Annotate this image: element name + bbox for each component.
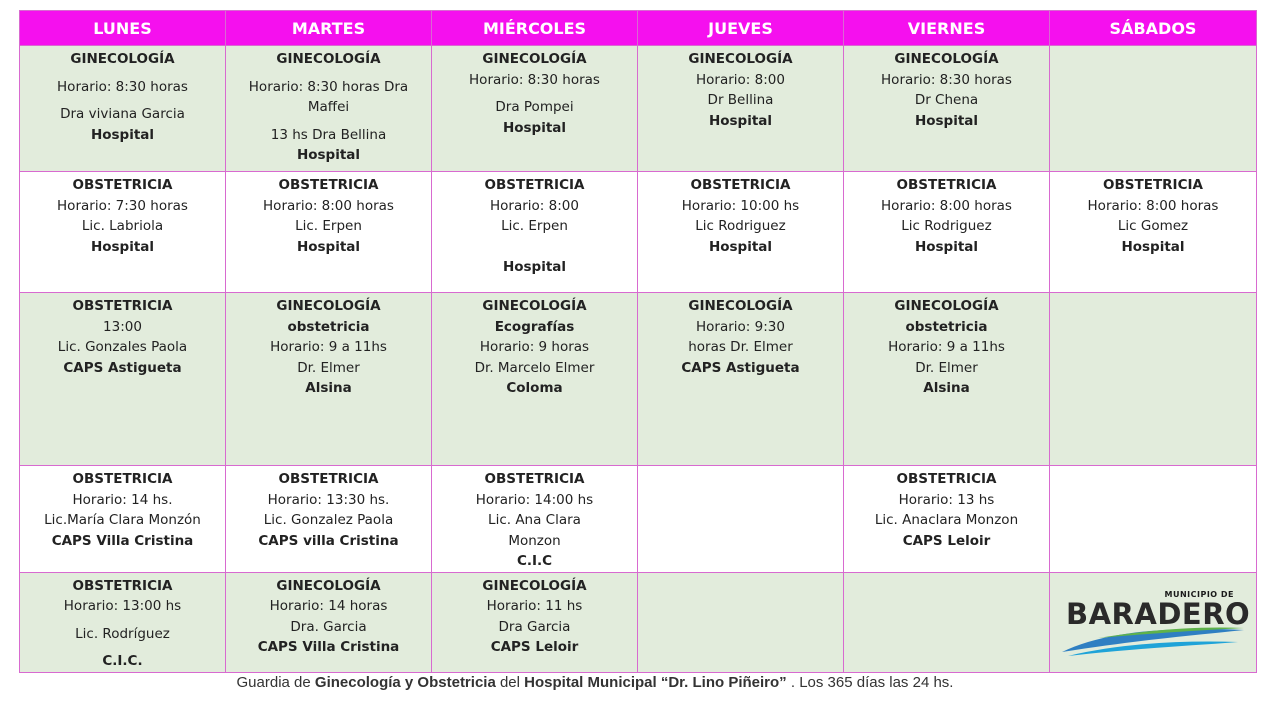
schedule-cell <box>226 172 432 293</box>
table-row <box>20 46 1257 172</box>
cell-location: Alsina <box>923 380 970 396</box>
schedule-cell <box>432 466 638 573</box>
cell-schedule: Horario: 9 a 11hs <box>270 339 387 355</box>
cell-doctor: Dra viviana Garcia <box>60 106 185 122</box>
cell-location: CAPS Villa Cristina <box>257 639 400 655</box>
cell-location: Hospital <box>1121 238 1185 255</box>
cell-location: Hospital <box>90 126 155 143</box>
cell-specialty: OBSTETRICIA <box>72 471 173 487</box>
cell-specialty: OBSTETRICIA <box>484 177 585 193</box>
cell-doctor: Lic. Erpen <box>501 218 568 234</box>
cell-specialty: OBSTETRICIA <box>278 471 379 487</box>
cell-schedule: Horario: 8:00 <box>696 71 785 88</box>
cell-location: Hospital <box>708 112 773 129</box>
schedule-cell <box>432 46 638 172</box>
cell-specialty: GINECOLOGÍA <box>276 298 381 314</box>
schedule-cell <box>20 466 226 573</box>
day-header-wednesday: MIÉRCOLES <box>432 11 638 46</box>
schedule-cell <box>844 46 1050 172</box>
schedule-cell <box>844 466 1050 573</box>
cell-location: CAPS Leloir <box>902 532 991 549</box>
cell-location: CAPS villa Cristina <box>258 532 399 549</box>
cell-location: Hospital <box>914 112 979 129</box>
schedule-cell <box>20 572 226 672</box>
cell-doctor: Lic. Ana Clara <box>488 512 581 528</box>
cell-location: Hospital <box>296 147 361 163</box>
cell-specialty: OBSTETRICIA <box>896 177 997 193</box>
day-header-saturday: SÁBADOS <box>1050 11 1257 46</box>
cell-doctor: Dra. Garcia <box>290 618 367 635</box>
schedule-cell <box>20 46 226 172</box>
cell-schedule: Horario: 14:00 hs <box>475 491 594 508</box>
schedule-cell <box>432 172 638 293</box>
cell-doctor: Dr. Elmer <box>915 359 978 376</box>
cell-doctor: Lic Rodriguez <box>695 218 786 234</box>
cell-schedule: Horario: 8:30 horas Dra Maffei <box>248 78 409 115</box>
cell-schedule: Horario: 10:00 hs <box>681 197 800 214</box>
logo-cell <box>1050 572 1257 672</box>
cell-location: Alsina <box>305 380 352 396</box>
cell-doctor: Lic.María Clara Monzón <box>44 512 201 528</box>
schedule-cell <box>844 293 1050 466</box>
cell-doctor: Dra Pompei <box>495 99 574 115</box>
schedule-cell-empty <box>1050 46 1257 172</box>
cell-schedule: Horario: 13:00 hs <box>63 598 182 614</box>
footer-text-3: . Los 365 días las 24 hs. <box>786 674 954 691</box>
cell-specialty: GINECOLOGÍA <box>276 577 381 594</box>
schedule-cell <box>20 172 226 293</box>
cell-schedule: Horario: 8:30 horas <box>881 71 1012 88</box>
cell-doctor: Lic. Gonzales Paola <box>57 339 188 355</box>
cell-location: CAPS Astigueta <box>63 359 182 376</box>
cell-location: CAPS Villa Cristina <box>51 532 194 549</box>
cell-doctor: Lic. Anaclara Monzon <box>874 512 1019 528</box>
cell-schedule: Horario: 13 hs <box>898 491 995 508</box>
cell-doctor: Dr Chena <box>914 92 979 108</box>
schedule-cell <box>1050 172 1257 293</box>
cell-location: Hospital <box>708 238 773 255</box>
cell-doctor: horas Dr. Elmer <box>688 339 793 355</box>
table-row <box>20 572 1257 672</box>
cell-specialty: OBSTETRICIA <box>896 471 997 487</box>
day-header-tuesday: MARTES <box>226 11 432 46</box>
cell-subspecialty: obstetricia <box>905 318 988 335</box>
cell-location: Hospital <box>914 238 979 255</box>
cell-specialty: GINECOLOGÍA <box>70 51 175 67</box>
cell-doctor: 13 hs Dra Bellina <box>270 126 387 143</box>
cell-schedule: Horario: 8:30 horas <box>57 78 188 95</box>
cell-doctor-cont: Monzon <box>508 532 561 549</box>
schedule-cell-empty <box>638 572 844 672</box>
schedule-table <box>19 10 1257 673</box>
cell-doctor: Lic. Labriola <box>81 218 164 234</box>
cell-doctor: Dra Garcia <box>498 618 571 635</box>
cell-schedule: Horario: 9 horas <box>479 339 590 355</box>
cell-subspecialty: Ecografías <box>494 318 575 335</box>
baradero-logo <box>1058 589 1251 660</box>
cell-specialty: GINECOLOGÍA <box>482 577 587 594</box>
cell-schedule: Horario: 8:00 horas <box>263 197 394 214</box>
cell-schedule: Horario: 14 horas <box>269 598 388 614</box>
schedule-cell <box>638 46 844 172</box>
cell-location: C.I.C. <box>102 653 143 669</box>
header-row <box>20 11 1257 46</box>
cell-specialty: GINECOLOGÍA <box>276 51 381 67</box>
cell-schedule: Horario: 7:30 horas <box>57 197 188 214</box>
footer-text-1: Guardia de <box>236 674 315 691</box>
cell-specialty: OBSTETRICIA <box>72 298 173 314</box>
cell-schedule: Horario: 9:30 <box>696 318 785 335</box>
day-header-thursday: JUEVES <box>638 11 844 46</box>
schedule-cell <box>638 172 844 293</box>
cell-location: Hospital <box>90 238 155 255</box>
day-header-friday: VIERNES <box>844 11 1050 46</box>
cell-location: Coloma <box>506 380 563 396</box>
cell-schedule: Horario: 8:30 horas <box>469 71 600 88</box>
cell-schedule: Horario: 8:00 horas <box>1087 197 1219 214</box>
cell-schedule: 13:00 <box>103 318 142 335</box>
footer-specialties: Ginecología y Obstetricia <box>314 674 496 691</box>
day-header-monday: LUNES <box>20 11 226 46</box>
cell-location: CAPS Astigueta <box>681 359 800 376</box>
schedule-cell <box>226 572 432 672</box>
schedule-cell <box>226 466 432 573</box>
cell-specialty: OBSTETRICIA <box>484 471 585 487</box>
cell-specialty: GINECOLOGÍA <box>894 298 999 314</box>
footer-caption <box>0 674 1190 691</box>
cell-schedule: Horario: 13:30 hs. <box>267 491 390 508</box>
schedule-cell-empty <box>844 572 1050 672</box>
schedule-cell <box>20 293 226 466</box>
table-row <box>20 293 1257 466</box>
cell-schedule: Horario: 8:00 <box>490 197 579 214</box>
cell-location: CAPS Leloir <box>490 639 579 655</box>
cell-specialty: OBSTETRICIA <box>278 177 379 193</box>
footer-hospital: Hospital Municipal “Dr. Lino Piñeiro” <box>524 674 787 691</box>
schedule-cell <box>432 572 638 672</box>
cell-specialty: OBSTETRICIA <box>72 577 173 594</box>
cell-location: C.I.C <box>516 553 553 569</box>
cell-location: Hospital <box>502 259 567 275</box>
cell-schedule: Horario: 14 hs. <box>72 491 173 508</box>
cell-specialty: OBSTETRICIA <box>72 177 173 193</box>
cell-doctor: Lic. Gonzalez Paola <box>263 512 394 528</box>
schedule-cell-empty <box>1050 466 1257 573</box>
cell-doctor: Lic Rodriguez <box>901 218 992 234</box>
schedule-cell <box>226 293 432 466</box>
cell-specialty: GINECOLOGÍA <box>688 51 793 67</box>
cell-specialty: GINECOLOGÍA <box>894 51 999 67</box>
schedule-cell <box>844 172 1050 293</box>
cell-specialty: GINECOLOGÍA <box>482 51 587 67</box>
schedule-cell <box>226 46 432 172</box>
logo-municipio-text: MUNICIPIO DE <box>1164 589 1234 599</box>
cell-specialty: OBSTETRICIA <box>690 177 791 193</box>
cell-specialty: OBSTETRICIA <box>1103 177 1203 193</box>
cell-specialty: GINECOLOGÍA <box>688 298 793 314</box>
cell-location: Hospital <box>502 119 567 136</box>
cell-schedule: Horario: 11 hs <box>486 598 583 614</box>
cell-doctor: Dr Bellina <box>707 92 774 108</box>
logo-baradero-text: BARADERO <box>1066 596 1251 631</box>
schedule-cell-empty <box>1050 293 1257 466</box>
cell-doctor: Lic Gomez <box>1117 218 1189 234</box>
table-row <box>20 172 1257 293</box>
cell-doctor: Dr. Elmer <box>297 359 360 376</box>
cell-doctor: Dr. Marcelo Elmer <box>474 359 595 376</box>
schedule-cell <box>432 293 638 466</box>
table-row <box>20 466 1257 573</box>
schedule-cell <box>638 293 844 466</box>
cell-doctor: Lic. Rodríguez <box>75 625 170 642</box>
cell-subspecialty: obstetricia <box>287 318 370 335</box>
cell-schedule: Horario: 8:00 horas <box>881 197 1012 214</box>
cell-schedule: Horario: 9 a 11hs <box>888 339 1005 355</box>
schedule-cell-empty <box>638 466 844 573</box>
cell-location: Hospital <box>296 238 361 255</box>
footer-text-2: del <box>495 674 525 691</box>
cell-doctor: Lic. Erpen <box>295 218 362 234</box>
cell-specialty: GINECOLOGÍA <box>482 298 587 314</box>
